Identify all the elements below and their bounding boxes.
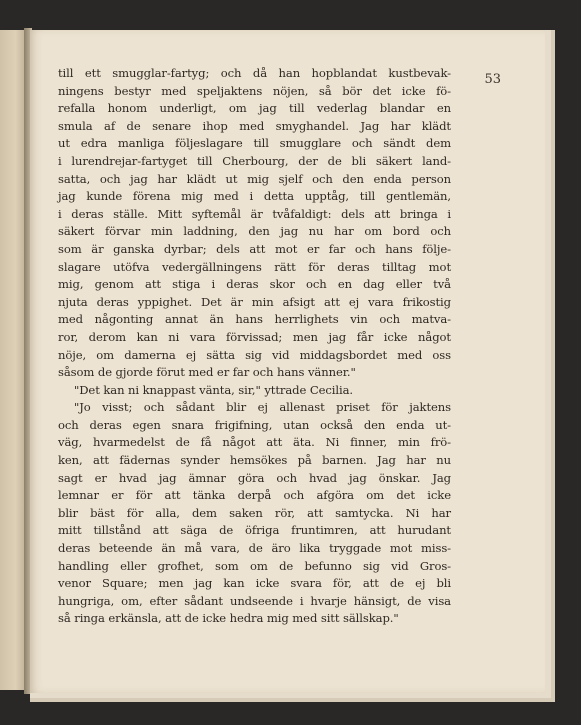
text-line: mig, genom att stiga i deras skor och en dag eller två	[58, 277, 451, 292]
text-line: såsom de gjorde förut med er far och hans vänner."	[58, 365, 356, 380]
text-line: ken, att fädernas synder hemsökes på barnen. Jag har nu	[58, 453, 451, 468]
text-line: säkert förvar min laddning, den jag nu har om bord och	[58, 224, 451, 239]
text-line: nöje, om damerna ej sätta sig vid middagsbordet med oss	[58, 347, 451, 362]
text-line: njuta deras yppighet. Det är min afsigt att ej vara frikostig	[58, 294, 451, 309]
text-line: ningens bestyr med speljaktens nöjen, så bör det icke fö-	[58, 83, 451, 98]
text-line: venor Square; men jag kan icke svara för, att de ej bli	[58, 576, 451, 591]
body-text	[58, 65, 451, 628]
text-line: refalla honom underligt, om jag till vederlag blandar en	[58, 101, 451, 116]
facing-page-edge	[0, 30, 26, 690]
text-line: "Jo visst; och sådant blir ej allenast priset för jaktens	[74, 400, 451, 415]
text-line: och deras egen snara frigifning, utan också den enda ut-	[58, 417, 451, 432]
page-number: 53	[484, 72, 501, 87]
text-line: deras beteende än må vara, de äro lika tryggade mot miss-	[58, 541, 451, 556]
text-line: med någonting annat än hans herrlighets vin och matva-	[58, 312, 451, 327]
text-line: ut edra manliga följeslagare till smugglare och sändt dem	[58, 136, 451, 151]
text-line: slagare utöfva vedergällningens rätt för deras tilltag mot	[58, 259, 451, 274]
text-line: "Det kan ni knappast vänta, sir," yttrade Cecilia.	[74, 382, 353, 397]
text-line: ror, derom kan ni vara förvissad; men jag får icke något	[58, 329, 451, 344]
text-line: lemnar er för att tänka derpå och afgöra om det icke	[58, 488, 451, 503]
text-line: mitt tillstånd att säga de öfriga fruntimren, att hurudant	[58, 523, 451, 538]
text-line: blir bäst för alla, dem saken rör, att samtycka. Ni har	[58, 505, 451, 520]
text-line: så ringa erkänsla, att de icke hedra mig med sitt sällskap."	[58, 611, 399, 626]
text-line: handling eller grofhet, som om de befunno sig vid Gros-	[58, 558, 451, 573]
text-line: till ett smugglar-fartyg; och då han hopblandat kustbevak-	[58, 66, 451, 80]
text-line: sagt er hvad jag ämnar göra och hvad jag önskar. Jag	[58, 470, 451, 485]
text-line: smula af de senare ihop med smyghandel. Jag har klädt	[58, 118, 451, 133]
text-line: i deras ställe. Mitt syftemål är tvåfaldigt: dels att bringa i	[58, 206, 451, 221]
text-line: satta, och jag har klädt ut mig sjelf och den enda person	[58, 171, 451, 186]
text-line: jag kunde förena mig med i detta upptåg, till gentlemän,	[58, 189, 451, 204]
text-line: väg, hvarmedelst de få något att äta. Ni finner, min frö-	[58, 435, 451, 450]
text-line: som är ganska dyrbar; dels att mot er far och hans följe-	[58, 241, 451, 256]
text-line: i lurendrejar-fartyget till Cherbourg, der de bli säkert land-	[58, 153, 451, 168]
text-line: hungriga, om, efter sådant undseende i hvarje hänsigt, de visa	[58, 593, 451, 608]
